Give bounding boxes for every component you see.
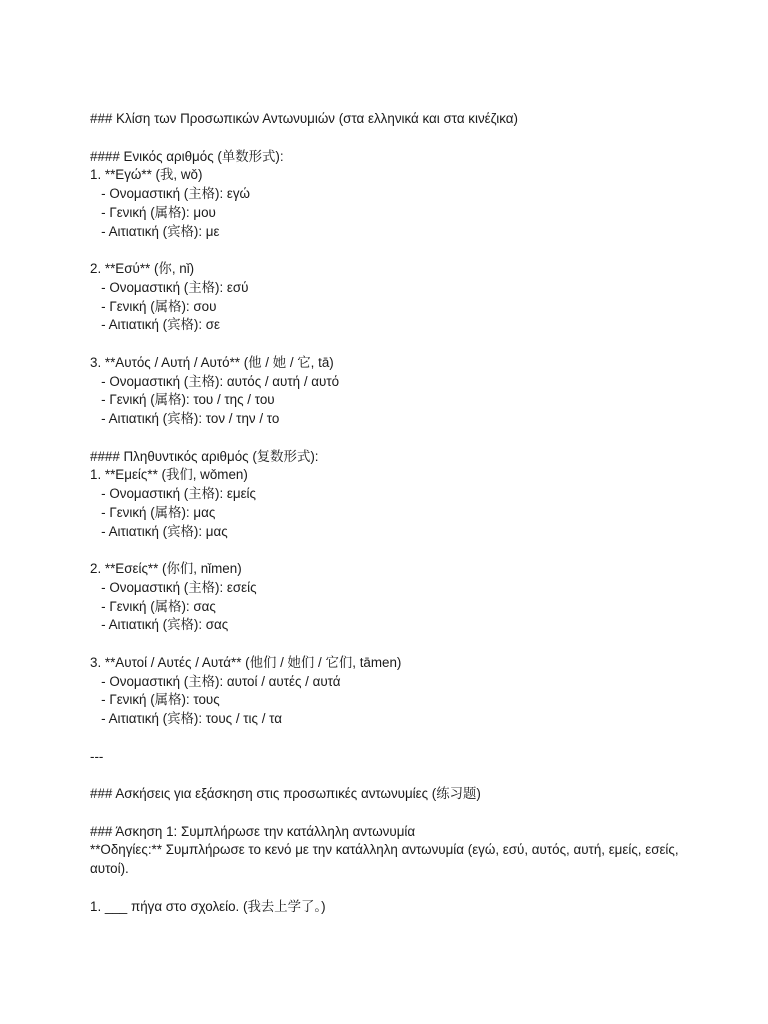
case-line: - Ονομαστική (主格): εμείς: [90, 486, 256, 501]
exercise-item-1: 1. ___ πήγα στο σχολείο. (我去上学了。): [90, 898, 326, 914]
heading-declension-title: ### Κλίση των Προσωπικών Αντωνυμιών (στα ελληνικά και στα κινέζικα): [90, 111, 518, 126]
pronoun-aftoi: 3. **Αυτοί / Αυτές / Αυτά** (他们 / 她们 / 它们, tāmen): [90, 654, 402, 670]
case-line: - Ονομαστική (主格): εγώ: [90, 186, 251, 201]
case-line: - Γενική (属格): μας: [90, 504, 216, 520]
case-line: - Ονομαστική (主格): εσείς: [90, 579, 257, 595]
pronoun-ego: 1. **Εγώ** (我, wǒ): [90, 167, 203, 183]
case-line: - Αιτιατική (宾格): με: [90, 223, 220, 239]
case-line: - Αιτιατική (宾格): τους / τις / τα: [90, 711, 282, 726]
case-line: - Γενική (属格): σου: [90, 298, 217, 314]
case-line: - Γενική (属格): του / της / του: [90, 392, 275, 408]
pronoun-esy: 2. **Εσύ** (你, nǐ): [90, 261, 195, 276]
blank-line: [90, 766, 710, 785]
blank-line: [90, 429, 710, 448]
case-line: - Ονομαστική (主格): εσύ: [90, 279, 249, 295]
case-line: - Ονομαστική (主格): αυτός / αυτή / αυτό: [90, 373, 340, 389]
blank-line: [90, 879, 710, 898]
heading-singular: #### Ενικός αριθμός (单数形式):: [90, 148, 284, 164]
case-line: - Αιτιατική (宾格): σας: [90, 617, 229, 633]
pronoun-eseis: 2. **Εσείς** (你们, nǐmen): [90, 561, 242, 576]
case-line: - Ονομαστική (主格): αυτοί / αυτές / αυτά: [90, 673, 341, 689]
heading-exercises: ### Ασκήσεις για εξάσκηση στις προσωπικές αντωνυμίες (练习题): [90, 786, 481, 801]
heading-exercise-1: ### Άσκηση 1: Συμπλήρωσε την κατάλληλη αντωνυμία: [90, 823, 416, 839]
horizontal-rule-text: ---: [90, 748, 104, 764]
case-line: - Γενική (属格): τους: [90, 692, 220, 708]
blank-line: [90, 635, 710, 654]
blank-line: [90, 335, 710, 354]
case-line: - Αιτιατική (宾格): σε: [90, 317, 221, 333]
exercise-instructions: **Οδηγίες:** Συμπλήρωσε το κενό με την κατάλληλη αντωνυμία (εγώ, εσύ, αυτός, αυτή, εμείς, εσείς, αυτοί).: [90, 842, 679, 876]
blank-line: [90, 729, 710, 748]
pronoun-aftos: 3. **Αυτός / Αυτή / Αυτό** (他 / 她 / 它, tā): [90, 354, 334, 370]
blank-line: [90, 541, 710, 560]
document-page: [90, 110, 710, 916]
blank-line: [90, 241, 710, 260]
blank-line: [90, 129, 710, 148]
case-line: - Αιτιατική (宾格): μας: [90, 523, 228, 539]
blank-line: [90, 804, 710, 823]
case-line: - Αιτιατική (宾格): τον / την / το: [90, 411, 280, 426]
case-line: - Γενική (属格): σας: [90, 598, 216, 614]
case-line: - Γενική (属格): μου: [90, 204, 216, 220]
heading-plural: #### Πληθυντικός αριθμός (复数形式):: [90, 448, 319, 464]
pronoun-emeis: 1. **Εμείς** (我们, wǒmen): [90, 467, 248, 483]
